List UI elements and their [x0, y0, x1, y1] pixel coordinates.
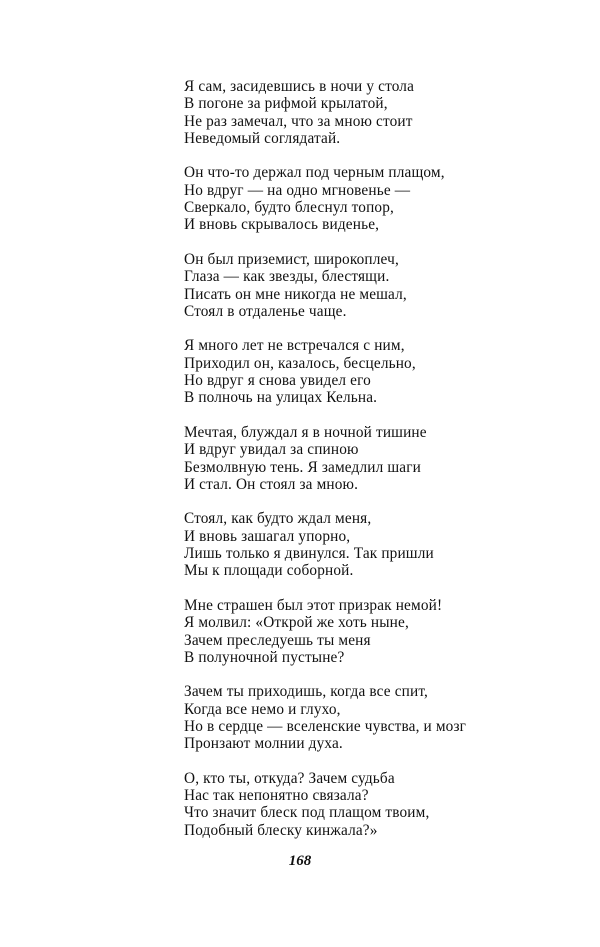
poem-line: Приходил он, казалось, бесцельно,	[184, 354, 416, 372]
stanza	[184, 597, 584, 666]
stanza	[184, 78, 584, 147]
poem-line: Он что-то держал под черным плащом,	[184, 164, 445, 182]
poem-line: В полуночной пустыне?	[184, 648, 345, 666]
poem-line: Мы к площади соборной.	[184, 562, 354, 580]
poem-line: Я много лет не встречался с ним,	[184, 337, 405, 355]
page-number: 168	[288, 853, 312, 869]
poem-line: Пронзают молнии духа.	[184, 735, 343, 753]
poem-line: Безмолвную тень. Я замедлил шаги	[184, 458, 421, 476]
poem-line: Но в сердце — вселенские чувства, и мозг	[184, 717, 467, 735]
poem-line: Но вдруг — на одно мгновенье —	[184, 181, 411, 199]
poem-line: Глаза — как звезды, блестящи.	[184, 268, 390, 286]
poem-line: И вновь скрывалось виденье,	[184, 216, 380, 234]
poem-line: Стоял, как будто ждал меня,	[184, 510, 372, 528]
poem-line: В полночь на улицах Кельна.	[184, 389, 378, 407]
poem-line: Что значит блеск под плащом твоим,	[184, 804, 430, 822]
poem-line: О, кто ты, откуда? Зачем судьба	[184, 769, 395, 787]
poem-line: Стоял в отдаленье чаще.	[184, 302, 347, 320]
poem-line: Зачем преследуешь ты меня	[184, 631, 371, 649]
stanza	[184, 164, 584, 233]
poem-line: Я сам, засидевшись в ночи у стола	[184, 78, 415, 95]
poem-line: Я молвил: «Открой же хоть ныне,	[184, 614, 409, 632]
stanza	[184, 424, 584, 493]
stanza	[184, 770, 584, 839]
poem-line: В погоне за рифмой крылатой,	[184, 95, 388, 113]
poem-line: Нас так непонятно связала?	[184, 787, 369, 805]
poem	[184, 78, 584, 856]
poem-line: Неведомый соглядатай.	[184, 129, 341, 147]
poem-line: Но вдруг я снова увидел его	[184, 372, 371, 390]
poem-line: Лишь только я двинулся. Так пришли	[184, 545, 434, 563]
poem-line: Зачем ты приходишь, когда все спит,	[184, 683, 428, 701]
stanza	[184, 251, 584, 320]
poem-line: И стал. Он стоял за мною.	[184, 475, 359, 493]
stanza	[184, 337, 584, 406]
poem-line: Когда все немо и глухо,	[184, 700, 341, 718]
stanza	[184, 510, 584, 579]
poem-line: И вдруг увидал за спиною	[184, 441, 359, 459]
poem-line: Подобный блеску кинжала?»	[184, 821, 378, 839]
poem-line: Мечтая, блуждал я в ночной тишине	[184, 423, 427, 441]
poem-line: Он был приземист, широкоплеч,	[184, 250, 399, 268]
poem-line: И вновь зашагал упорно,	[184, 527, 351, 545]
poem-line: Мне страшен был этот призрак немой!	[184, 596, 443, 614]
poem-line: Не раз замечал, что за мною стоит	[184, 112, 413, 130]
poem-line: Писать он мне никогда не мешал,	[184, 285, 407, 303]
poem-line: Сверкало, будто блеснул топор,	[184, 199, 395, 217]
stanza	[184, 683, 584, 752]
